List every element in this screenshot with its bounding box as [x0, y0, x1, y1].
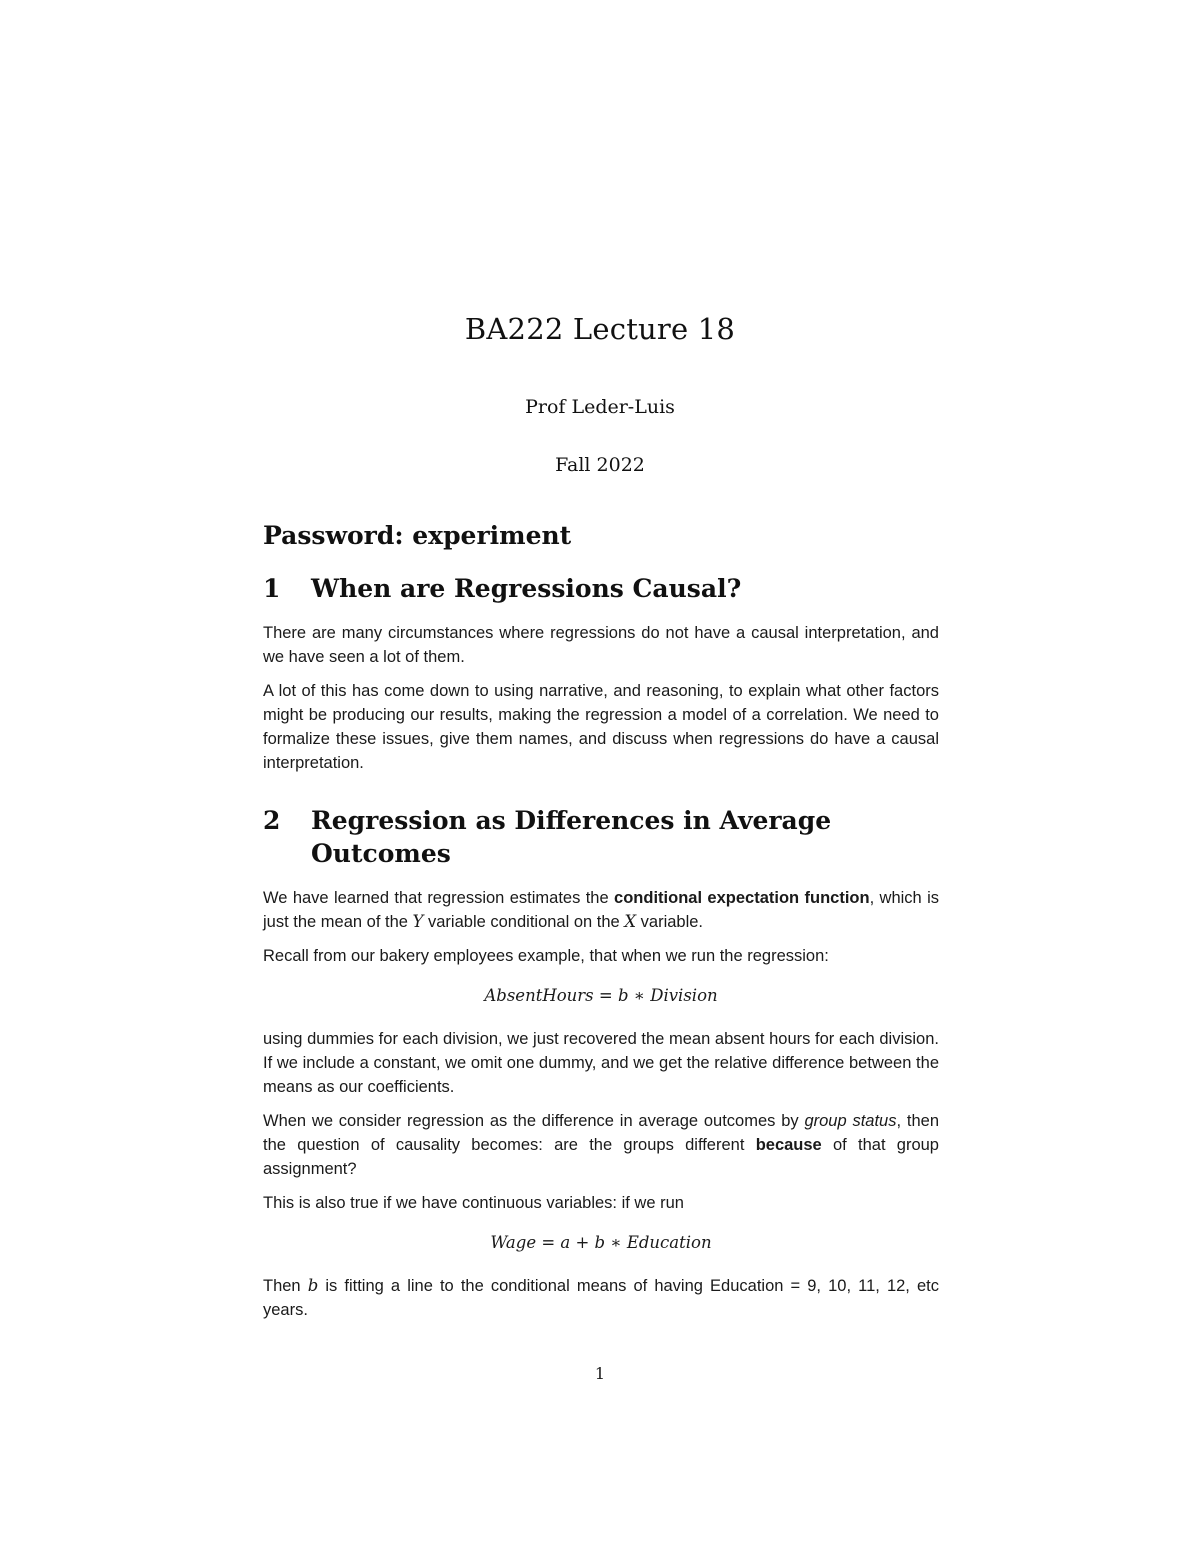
text-run: of that group assignment?: [263, 1136, 939, 1178]
text-run: , which is just the mean of the: [263, 889, 940, 931]
text-run: is fitting a line to the conditional means of having Education = 9, 10, 11, 12, etc years.: [263, 1277, 939, 1319]
section-1-number: 1: [263, 573, 281, 603]
document-body: [263, 520, 939, 1332]
text-run: , then the question of causality becomes: are the groups different: [263, 1112, 939, 1154]
document-title: BA222 Lecture 18: [464, 312, 736, 346]
equation-wage: Wage = a + b ∗ Education: [490, 1233, 712, 1252]
text-run: When we consider regression as the difference in average outcomes by: [263, 1112, 805, 1130]
bold-term: because: [755, 1136, 822, 1154]
math-variable: X: [624, 912, 637, 931]
equation-absent-hours: AbsentHours = b ∗ Division: [484, 986, 718, 1005]
document-date: Fall 2022: [555, 454, 645, 476]
section-2-paragraph-3: using dummies for each division, we just recovered the mean absent hours for each division. If we include a constant, we omit one dummy, and we get the relative difference between the means as our coefficients.: [263, 1030, 939, 1096]
section-2-number: 2: [263, 806, 281, 835]
password-heading: Password: experiment: [263, 521, 572, 550]
section-2-paragraph-5: This is also true if we have continuous variables: if we run: [263, 1194, 684, 1212]
section-1-heading: [263, 573, 939, 606]
section-1-paragraph-2: A lot of this has come down to using narrative, and reasoning, to explain what other factors might be producing our results, making the regression a model of a correlation. We need to formalize these issues, give them names, and discuss when regressions do have a causal interpretation.: [263, 682, 939, 772]
italic-term: group status: [804, 1112, 897, 1130]
section-2-paragraph-6: [263, 1274, 939, 1322]
page-number: 1: [594, 1364, 606, 1383]
section-2-paragraph-1: [263, 886, 939, 934]
text-run: variable.: [636, 913, 704, 931]
bold-term: conditional expectation function: [614, 889, 870, 907]
section-2-heading: [263, 805, 939, 870]
math-variable: b: [307, 1276, 319, 1295]
section-1-title: When are Regressions Causal?: [311, 573, 742, 603]
section-2-paragraph-4: [263, 1109, 939, 1181]
text-run: variable conditional on the: [423, 913, 625, 931]
section-2-title: Regression as Differences in Average Outcomes: [311, 806, 832, 868]
section-1-paragraph-1: There are many circumstances where regressions do not have a causal interpretation, and we have seen a lot of them.: [263, 624, 939, 666]
document-author: Prof Leder-Luis: [525, 396, 675, 418]
section-2-paragraph-2: Recall from our bakery employees example, that when we run the regression:: [263, 947, 829, 965]
text-run: We have learned that regression estimates the: [263, 889, 615, 907]
math-variable: Y: [412, 912, 424, 931]
text-run: Then: [263, 1277, 308, 1295]
